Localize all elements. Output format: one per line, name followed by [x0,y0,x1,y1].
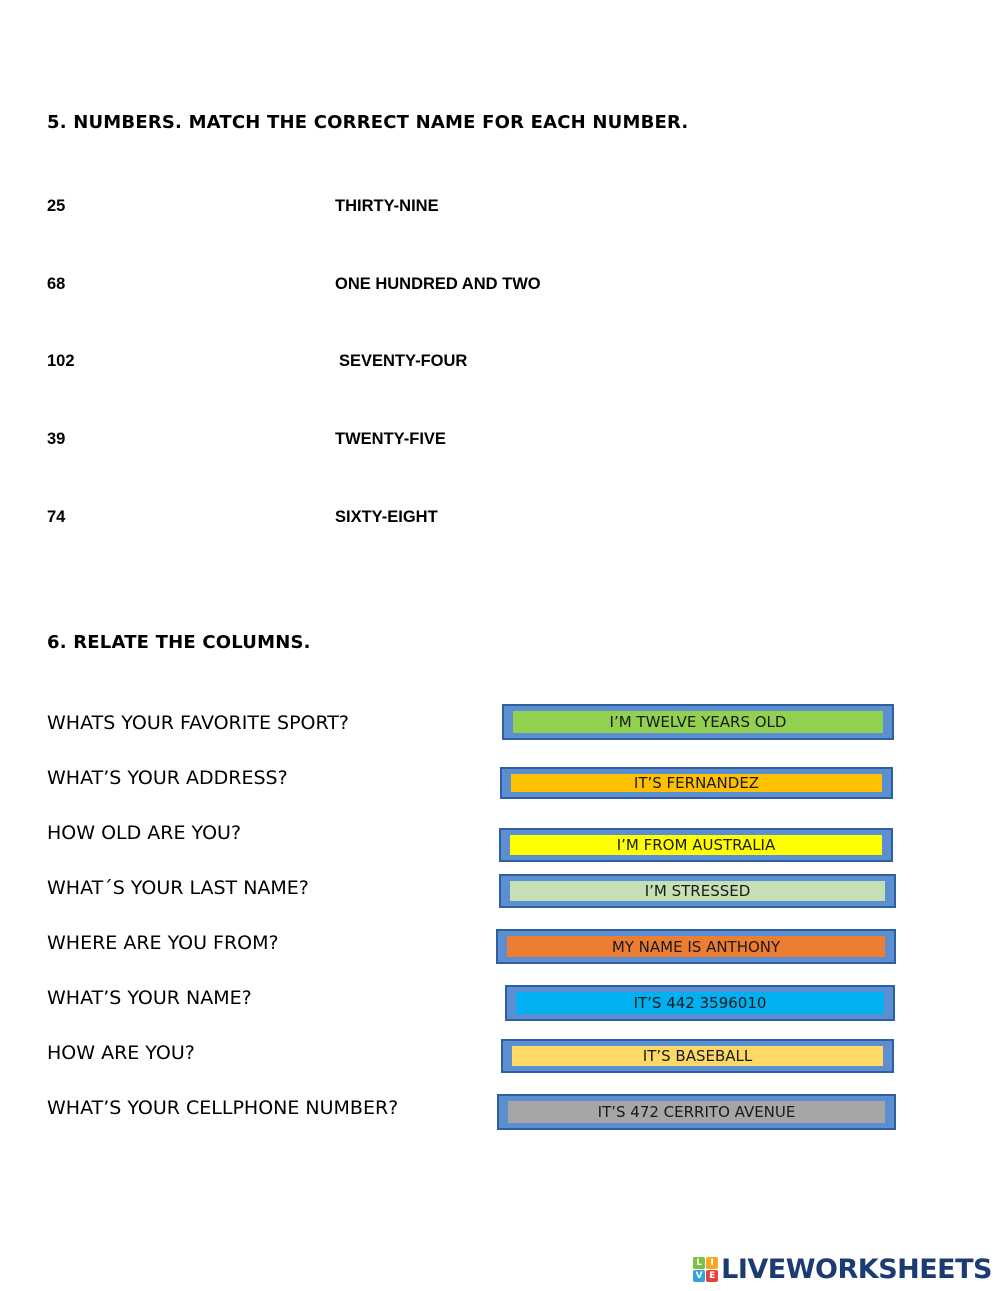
question-item: WHAT’S YOUR NAME? [47,987,252,1009]
number-item: 102 [47,352,75,370]
answer-box[interactable] [500,767,893,799]
logo-letter: I [706,1257,718,1269]
logo-text: LIVEWORKSHEETS [721,1254,992,1285]
answer-label: I’M STRESSED [510,881,885,901]
question-item: WHERE ARE YOU FROM? [47,932,279,954]
answer-label: MY NAME IS ANTHONY [507,936,885,957]
answer-box[interactable] [496,929,896,964]
question-item: WHATS YOUR FAVORITE SPORT? [47,712,349,734]
number-word: THIRTY-NINE [335,197,439,215]
number-item: 25 [47,197,66,215]
section-5-heading: 5. NUMBERS. MATCH THE CORRECT NAME FOR EACH NUMBER. [47,112,689,133]
answer-label: IT’S FERNANDEZ [511,774,882,792]
question-item: WHAT´S YOUR LAST NAME? [47,877,309,899]
number-word: SEVENTY-FOUR [339,352,468,370]
answer-box[interactable] [499,874,896,908]
liveworksheets-logo-icon [693,1257,718,1282]
number-word: TWENTY-FIVE [335,430,446,448]
number-item: 39 [47,430,66,448]
logo-letter: V [693,1270,705,1282]
question-item: WHAT’S YOUR CELLPHONE NUMBER? [47,1097,399,1119]
answer-box[interactable] [502,704,894,740]
number-item: 74 [47,508,66,526]
number-word: SIXTY-EIGHT [335,508,438,526]
number-item: 68 [47,275,66,293]
logo-letter: L [693,1257,705,1269]
section-6-heading: 6. RELATE THE COLUMNS. [47,632,311,653]
number-word: ONE HUNDRED AND TWO [335,275,541,293]
answer-label: I’M FROM AUSTRALIA [510,835,882,855]
answer-label: IT’S 442 3596010 [516,992,884,1014]
question-item: HOW OLD ARE YOU? [47,822,242,844]
answer-label: IT’S BASEBALL [512,1046,883,1066]
question-item: WHAT’S YOUR ADDRESS? [47,767,288,789]
answer-box[interactable] [497,1094,896,1130]
answer-label: IT’S 472 CERRITO AVENUE [508,1101,885,1123]
logo-letter: E [706,1270,718,1282]
answer-box[interactable] [499,828,893,862]
answer-box[interactable] [505,985,895,1021]
question-item: HOW ARE YOU? [47,1042,195,1064]
answer-label: I’M TWELVE YEARS OLD [513,711,883,733]
answer-box[interactable] [501,1039,894,1073]
liveworksheets-logo [693,1254,992,1285]
